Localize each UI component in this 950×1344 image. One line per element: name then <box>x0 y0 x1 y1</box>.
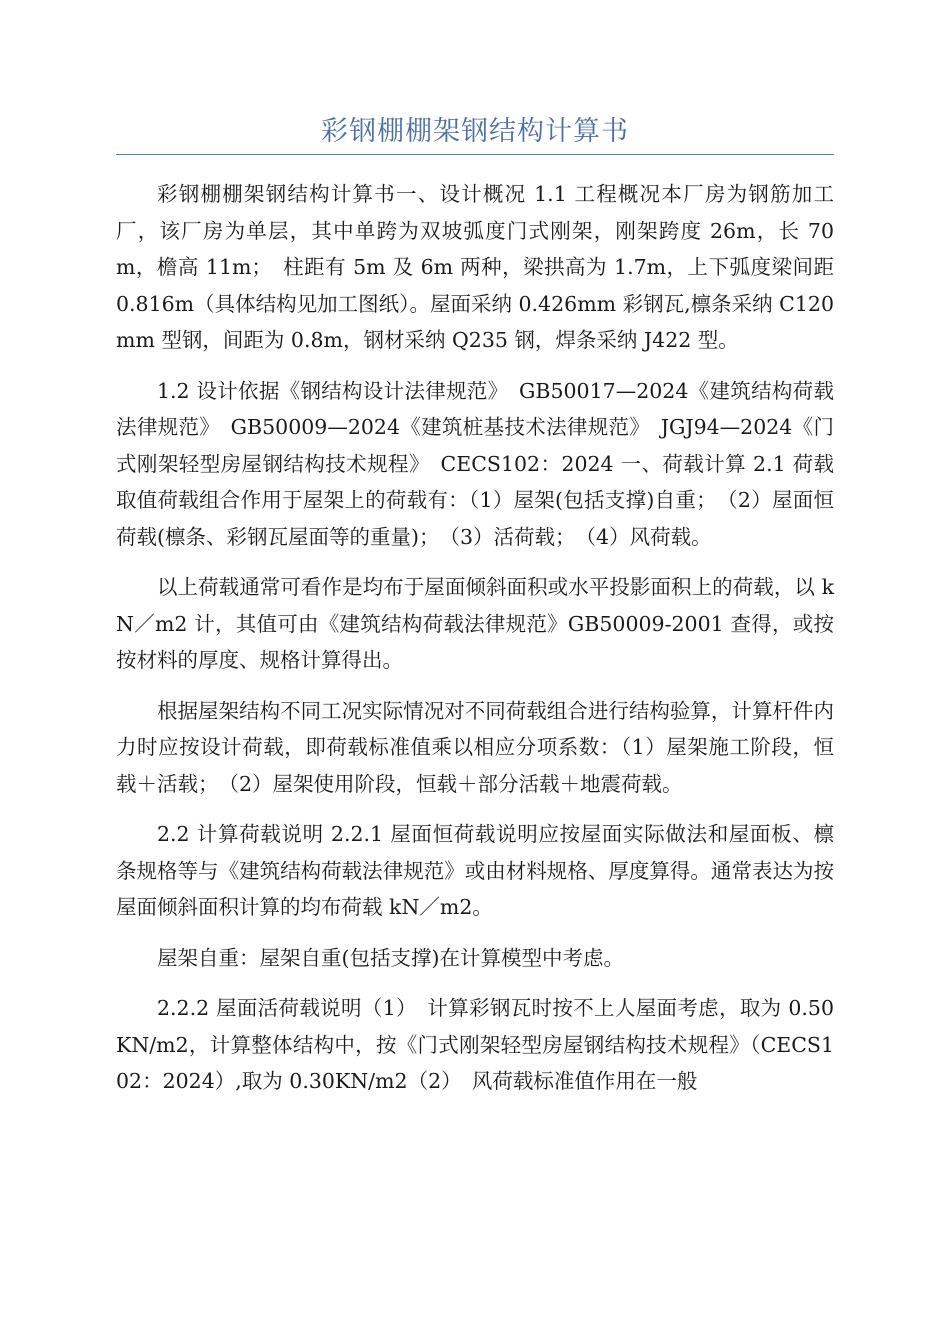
document-title: 彩钢棚棚架钢结构计算书 <box>321 116 629 147</box>
document-body <box>116 176 834 1114</box>
title-underline <box>116 154 834 155</box>
paragraph-load-combination: 根据屋架结构不同工况实际情况对不同荷载组合进行结构验算，计算杆件内力时应按设计荷载，即荷载标准值乘以相应分项系数：（1）屋架施工阶段，恒载＋活载； （2）屋架使用阶段，恒载＋部分活载＋地震荷载。 <box>116 698 834 796</box>
paragraph-design-overview: 彩钢棚棚架钢结构计算书一、设计概况 1.1 工程概况本厂房为钢筋加工厂，该厂房为单层，其中单跨为双坡弧度门式刚架，刚架跨度 26m，长 70m，檐高 11m； 柱距有 5m 及 6m 两种，梁拱高为 1.7m，上下弧度梁间距 0.816m（具体结构见加工图纸）。屋面采纳 0.426mm 彩钢瓦,檩条采纳 C120mm 型钢，间距为 0.8m，钢材采纳 Q235 钢，焊条采纳 J422 型。 <box>116 182 834 352</box>
paragraph-live-load: 2.2.2 屋面活荷载说明（1） 计算彩钢瓦时按不上人屋面考虑，取为 0.50KN/m2，计算整体结构中，按《门式刚架轻型房屋钢结构技术规程》（CECS102：2024）,取为 0.30KN/m2（2） 风荷载标准值作用在一般 <box>116 996 834 1093</box>
paragraph-design-basis: 1.2 设计依据《钢结构设计法律规范》 GB50017—2024《建筑结构荷载法律规范》 GB50009—2024《建筑桩基技术法律规范》 JGJ94—2024《门式刚架轻型房屋钢结构技术规程》 CECS102：2024 一、荷载计算 2.1 荷载取值荷载组合作用于屋架上的荷载有：（1）屋架(包括支撑)自重； （2）屋面恒荷载(檩条、彩钢瓦屋面等的重量)； （3）活荷载； （4）风荷载。 <box>116 378 834 549</box>
paragraph-load-distribution: 以上荷载通常可看作是均布于屋面倾斜面积或水平投影面积上的荷载，以 kN／m2 计，其值可由《建筑结构荷载法律规范》GB50009-2001 查得，或按按材料的厚度、规格计算得出。 <box>116 575 834 672</box>
paragraph-dead-load: 2.2 计算荷载说明 2.2.1 屋面恒荷载说明应按屋面实际做法和屋面板、檩条规格等与《建筑结构荷载法律规范》或由材料规格、厚度算得。通常表达为按屋面倾斜面积计算的均布荷载 kN／m2。 <box>116 822 834 919</box>
paragraph-self-weight: 屋架自重：屋架自重(包括支撑)在计算模型中考虑。 <box>157 945 624 970</box>
